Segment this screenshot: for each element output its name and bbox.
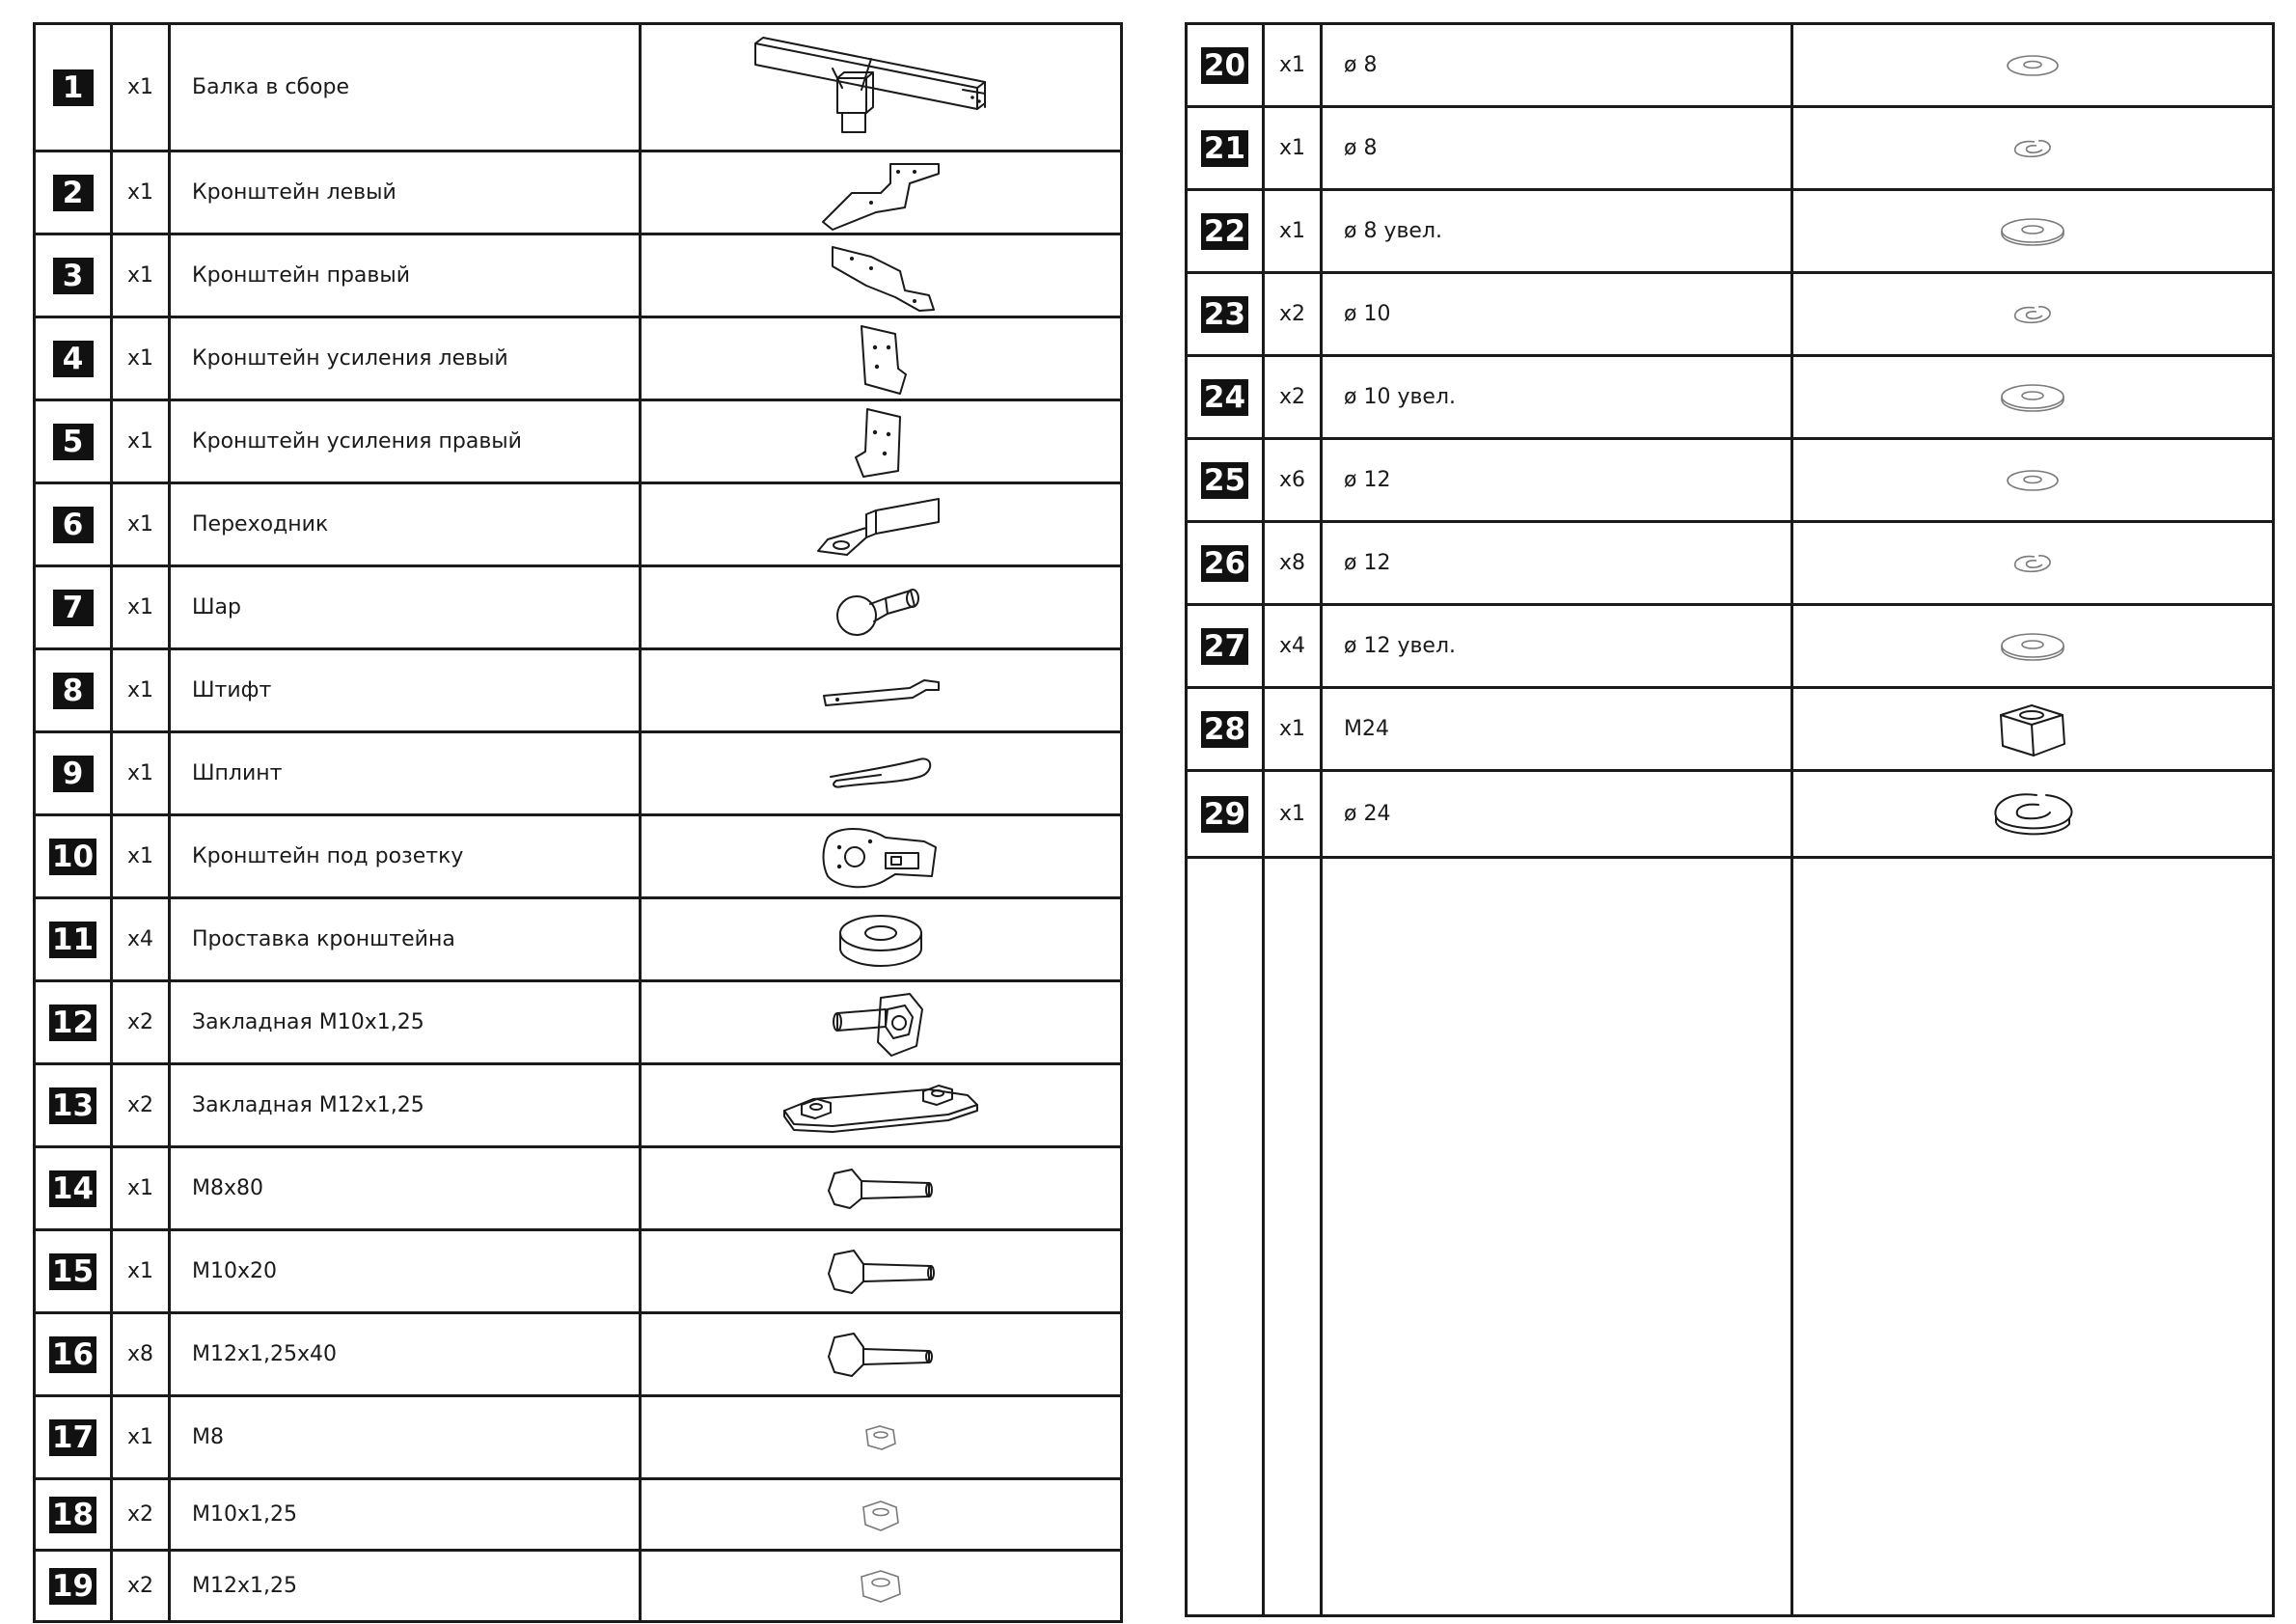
item-name: ø 12 [1322, 439, 1792, 522]
spring-washer-large-icon [1793, 785, 2272, 843]
left-bracket-icon [642, 154, 1120, 232]
item-quantity: x1 [112, 400, 170, 483]
table-row [35, 566, 1122, 649]
item-number-badge: 8 [53, 673, 94, 709]
item-name: ø 24 [1322, 771, 1792, 858]
spring-washer-icon [1793, 134, 2272, 163]
item-quantity: x2 [112, 1551, 170, 1622]
spacer-icon [642, 906, 1120, 974]
item-name: ø 8 [1322, 24, 1792, 107]
item-number-cell [35, 815, 112, 898]
embedded-plate-m12-icon [642, 1072, 1120, 1140]
empty-row [1187, 858, 2274, 1616]
item-illustration-cell [641, 24, 1122, 151]
item-number-badge: 23 [1201, 296, 1248, 333]
item-number-badge: 7 [53, 590, 94, 626]
right-bracket-icon [642, 237, 1120, 315]
large-washer-icon [1793, 214, 2272, 249]
table-row [35, 483, 1122, 566]
table-row [35, 649, 1122, 732]
item-illustration-cell [1792, 107, 2274, 190]
pin-icon [642, 667, 1120, 715]
item-quantity: x1 [112, 815, 170, 898]
item-quantity: x1 [1264, 190, 1322, 273]
item-number-badge: 25 [1201, 462, 1248, 499]
item-number-cell [35, 1396, 112, 1479]
beam-assembly-icon [642, 30, 1120, 146]
item-number-cell [35, 566, 112, 649]
item-name: Кронштейн правый [170, 234, 641, 317]
item-number-badge: 28 [1201, 711, 1248, 748]
item-quantity: x4 [112, 898, 170, 981]
item-number-cell [35, 151, 112, 234]
empty-cell [1322, 858, 1792, 1616]
item-number-cell [1187, 439, 1264, 522]
item-number-cell [35, 1313, 112, 1396]
item-name: Кронштейн под розетку [170, 815, 641, 898]
item-illustration-cell [1792, 24, 2274, 107]
item-illustration-cell [641, 898, 1122, 981]
item-quantity: x1 [1264, 688, 1322, 771]
bolt-m12x40-icon [642, 1326, 1120, 1384]
table-row [35, 1396, 1122, 1479]
empty-cell [1792, 858, 2274, 1616]
nut-m12-icon [642, 1565, 1120, 1608]
table-row [1187, 522, 2274, 605]
item-illustration-cell [641, 483, 1122, 566]
item-number-badge: 19 [49, 1568, 96, 1605]
item-quantity: x1 [1264, 771, 1322, 858]
empty-cell [1187, 858, 1264, 1616]
item-illustration-cell [641, 1479, 1122, 1551]
item-number-cell [35, 1147, 112, 1230]
item-illustration-cell [641, 234, 1122, 317]
table-row [1187, 439, 2274, 522]
spring-washer-icon [1793, 549, 2272, 578]
item-number-badge: 5 [53, 424, 94, 460]
item-name: М8 [170, 1396, 641, 1479]
item-quantity: x2 [1264, 356, 1322, 439]
item-quantity: x2 [1264, 273, 1322, 356]
spring-washer-icon [1793, 300, 2272, 329]
item-quantity: x2 [112, 981, 170, 1064]
item-number-cell [35, 649, 112, 732]
item-number-cell [1187, 190, 1264, 273]
item-number-badge: 12 [49, 1005, 96, 1041]
item-number-badge: 27 [1201, 628, 1248, 665]
item-name: ø 12 [1322, 522, 1792, 605]
item-illustration-cell [641, 151, 1122, 234]
left-reinforcement-plate-icon [642, 320, 1120, 398]
item-number-cell [1187, 688, 1264, 771]
item-number-cell [35, 24, 112, 151]
item-illustration-cell [1792, 688, 2274, 771]
item-quantity: x1 [1264, 24, 1322, 107]
table-row [35, 1064, 1122, 1147]
large-washer-icon [1793, 380, 2272, 415]
item-number-cell [35, 483, 112, 566]
item-number-badge: 3 [53, 258, 94, 294]
item-illustration-cell [641, 1064, 1122, 1147]
table-row [1187, 688, 2274, 771]
item-number-cell [35, 732, 112, 815]
table-row [35, 732, 1122, 815]
item-number-badge: 2 [53, 175, 94, 211]
table-row [35, 1147, 1122, 1230]
item-number-badge: 22 [1201, 213, 1248, 250]
item-illustration-cell [641, 1313, 1122, 1396]
large-washer-icon [1793, 629, 2272, 664]
item-name: Балка в сборе [170, 24, 641, 151]
item-number-cell [35, 981, 112, 1064]
table-row [35, 1551, 1122, 1622]
item-quantity: x8 [112, 1313, 170, 1396]
item-name: Закладная М12х1,25 [170, 1064, 641, 1147]
table-row [35, 234, 1122, 317]
item-illustration-cell [641, 1551, 1122, 1622]
item-number-badge: 21 [1201, 130, 1248, 167]
nut-m10-icon [642, 1496, 1120, 1534]
item-name: Закладная М10х1,25 [170, 981, 641, 1064]
item-name: Кронштейн левый [170, 151, 641, 234]
item-illustration-cell [1792, 356, 2274, 439]
item-name: М12х1,25х40 [170, 1313, 641, 1396]
cotter-pin-icon [642, 750, 1120, 798]
item-quantity: x1 [112, 1396, 170, 1479]
item-number-badge: 15 [49, 1253, 96, 1290]
item-number-badge: 9 [53, 756, 94, 792]
item-number-cell [35, 1230, 112, 1313]
item-name: М10х1,25 [170, 1479, 641, 1551]
item-quantity: x8 [1264, 522, 1322, 605]
table-row [1187, 24, 2274, 107]
item-name: М24 [1322, 688, 1792, 771]
table-row [35, 815, 1122, 898]
table-row [35, 1313, 1122, 1396]
empty-cell [1264, 858, 1322, 1616]
item-quantity: x1 [112, 732, 170, 815]
bolt-m10x20-icon [642, 1243, 1120, 1301]
item-quantity: x4 [1264, 605, 1322, 688]
table-row [35, 898, 1122, 981]
table-row [35, 400, 1122, 483]
washer-icon [1793, 51, 2272, 80]
item-number-badge: 17 [49, 1419, 96, 1456]
item-quantity: x1 [112, 24, 170, 151]
item-illustration-cell [1792, 605, 2274, 688]
item-name: ø 12 увел. [1322, 605, 1792, 688]
table-row [35, 1230, 1122, 1313]
item-illustration-cell [1792, 273, 2274, 356]
washer-icon [1793, 466, 2272, 495]
item-number-cell [1187, 605, 1264, 688]
item-number-cell [35, 898, 112, 981]
item-quantity: x2 [112, 1479, 170, 1551]
item-quantity: x1 [112, 1147, 170, 1230]
item-name: Кронштейн усиления левый [170, 317, 641, 400]
item-illustration-cell [641, 566, 1122, 649]
item-number-badge: 26 [1201, 545, 1248, 582]
parts-table-right [1185, 22, 2275, 1617]
adapter-icon [642, 491, 1120, 559]
item-number-cell [1187, 273, 1264, 356]
item-illustration-cell [641, 981, 1122, 1064]
item-quantity: x2 [112, 1064, 170, 1147]
item-number-badge: 24 [1201, 379, 1248, 416]
table-row [35, 981, 1122, 1064]
item-quantity: x6 [1264, 439, 1322, 522]
tow-ball-icon [642, 569, 1120, 647]
item-number-cell [35, 1479, 112, 1551]
table-row [35, 1479, 1122, 1551]
item-number-badge: 29 [1201, 796, 1248, 833]
parts-table-left [33, 22, 1123, 1623]
item-number-badge: 16 [49, 1336, 96, 1373]
item-number-badge: 14 [49, 1170, 96, 1207]
item-illustration-cell [641, 815, 1122, 898]
item-illustration-cell [641, 1230, 1122, 1313]
socket-bracket-icon [642, 818, 1120, 895]
item-number-cell [1187, 771, 1264, 858]
item-name: М8х80 [170, 1147, 641, 1230]
nut-m8-icon [642, 1420, 1120, 1455]
item-number-cell [35, 234, 112, 317]
item-illustration-cell [641, 317, 1122, 400]
item-name: М10х20 [170, 1230, 641, 1313]
item-quantity: x1 [112, 483, 170, 566]
item-quantity: x1 [112, 566, 170, 649]
item-number-cell [1187, 356, 1264, 439]
item-name: Проставка кронштейна [170, 898, 641, 981]
embedded-bolt-m10-icon [642, 984, 1120, 1061]
table-row [1187, 605, 2274, 688]
item-number-cell [35, 317, 112, 400]
item-illustration-cell [1792, 190, 2274, 273]
item-number-cell [1187, 107, 1264, 190]
item-name: ø 8 увел. [1322, 190, 1792, 273]
item-number-badge: 1 [53, 69, 94, 106]
item-quantity: x1 [112, 1230, 170, 1313]
item-name: Шплинт [170, 732, 641, 815]
item-quantity: x1 [112, 234, 170, 317]
item-number-cell [35, 1064, 112, 1147]
item-number-badge: 6 [53, 507, 94, 543]
item-name: Кронштейн усиления правый [170, 400, 641, 483]
item-number-cell [35, 1551, 112, 1622]
item-illustration-cell [641, 1147, 1122, 1230]
item-name: ø 8 [1322, 107, 1792, 190]
item-number-badge: 4 [53, 341, 94, 377]
table-row [35, 151, 1122, 234]
item-number-badge: 11 [49, 922, 96, 958]
item-number-badge: 10 [49, 839, 96, 875]
item-illustration-cell [1792, 522, 2274, 605]
item-name: ø 10 [1322, 273, 1792, 356]
item-illustration-cell [1792, 439, 2274, 522]
table-row [1187, 273, 2274, 356]
nut-m24-icon [1793, 696, 2272, 763]
table-row [1187, 107, 2274, 190]
item-name: Шар [170, 566, 641, 649]
item-name: М12х1,25 [170, 1551, 641, 1622]
table-row [35, 317, 1122, 400]
item-number-badge: 13 [49, 1087, 96, 1124]
item-illustration-cell [641, 649, 1122, 732]
item-name: Переходник [170, 483, 641, 566]
table-row [1187, 356, 2274, 439]
bolt-m8x80-icon [642, 1160, 1120, 1218]
item-quantity: x1 [1264, 107, 1322, 190]
item-number-badge: 18 [49, 1497, 96, 1533]
item-number-cell [1187, 522, 1264, 605]
item-name: ø 10 увел. [1322, 356, 1792, 439]
item-number-badge: 20 [1201, 47, 1248, 84]
item-number-cell [35, 400, 112, 483]
right-reinforcement-plate-icon [642, 403, 1120, 481]
item-illustration-cell [641, 1396, 1122, 1479]
item-quantity: x1 [112, 317, 170, 400]
item-illustration-cell [641, 400, 1122, 483]
item-quantity: x1 [112, 151, 170, 234]
item-illustration-cell [1792, 771, 2274, 858]
item-number-cell [1187, 24, 1264, 107]
item-quantity: x1 [112, 649, 170, 732]
item-name: Штифт [170, 649, 641, 732]
table-row [1187, 771, 2274, 858]
table-row [35, 24, 1122, 151]
item-illustration-cell [641, 732, 1122, 815]
table-row [1187, 190, 2274, 273]
